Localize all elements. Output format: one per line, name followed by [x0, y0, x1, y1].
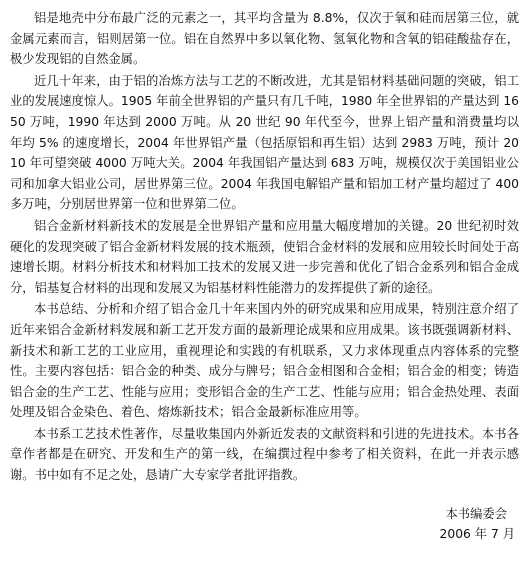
- preface-paragraph-2: 近几十年来，由于铝的冶炼方法与工艺的不断改进，尤其是铝材料基础问题的突破，铝工业的发展速度惊人。1905 年前全世界铝的产量只有几千吨，1980 年全世界铝的产量达到 1650 万吨，1990 年达到 2000 万吨。从 20 世纪 90 年代至今，世界上铝产量和消费量均以年均 5% 的速度增长，2004 年世界铝产量（包括原铝和再生铝）达到 2983 万吨，预计 2010 年可望突破 4000 万吨大关。2004 年我国铝产量达到 683 万吨，规模仅次于美国铝业公司和加拿大铝业公司，居世界第三位。2004 年我国电解铝产量和铝加工材产量均超过了 400 多万吨，分别居世界第一位和世界第二位。: [10, 73, 519, 212]
- signature-editorial-board: 本书编委会: [445, 507, 507, 521]
- preface-paragraph-1: 铝是地壳中分布最广泛的元素之一，其平均含量为 8.8%，仅次于氧和硅而居第三位，就金属元素而言，铝则居第一位。铝在自然界中多以氧化物、氢氧化物和含氧的铝硅酸盐存在，极少发现铝的自然金属。: [10, 11, 519, 67]
- preface-paragraph-3: 铝合金新材料新技术的发展是全世界铝产量和应用量大幅度增加的关键。20 世纪初时效硬化的发现突破了铝合金新材料发展的技术瓶颈，使铝合金材料的发展和应用较长时间处于高速增长期。材料分析技术和材料加工技术的发展又进一步完善和优化了铝合金系列和铝合金成分，铝基复合材料的出现和发展又为铝基材料性能潜力的发挥提供了新的途径。: [10, 218, 519, 295]
- preface-paragraph-5: 本书系工艺技术性著作，尽量收集国内外新近发表的文献资料和引进的先进技术。本书各章作者都是在研究、开发和生产的第一线，在编撰过程中参考了相关资料，在此一并表示感谢。书中如有不足之处，恳请广大专家学者批评指教。: [10, 426, 519, 483]
- signature-date: 2006 年 7 月: [439, 527, 515, 541]
- preface-paragraph-4: 本书总结、分析和介绍了铝合金几十年来国内外的研究成果和应用成果，特别注意介绍了近年来铝合金新材料发展和新工艺开发方面的最新理论成果和应用成果。该书既强调新材料、新技术和新工艺的工业应用，重视理论和实践的有机联系，又力求体现重点内容体系的完整性。主要内容包括：铝合金的种类、成分与牌号；铝合金相图和合金相；铝合金的相变；铸造铝合金的生产工艺、性能与应用；变形铝合金的生产工艺、性能与应用；铝合金热处理、表面处理及铝合金染色、着色、熔炼新技术；铝合金最新标准应用等。: [10, 302, 519, 420]
